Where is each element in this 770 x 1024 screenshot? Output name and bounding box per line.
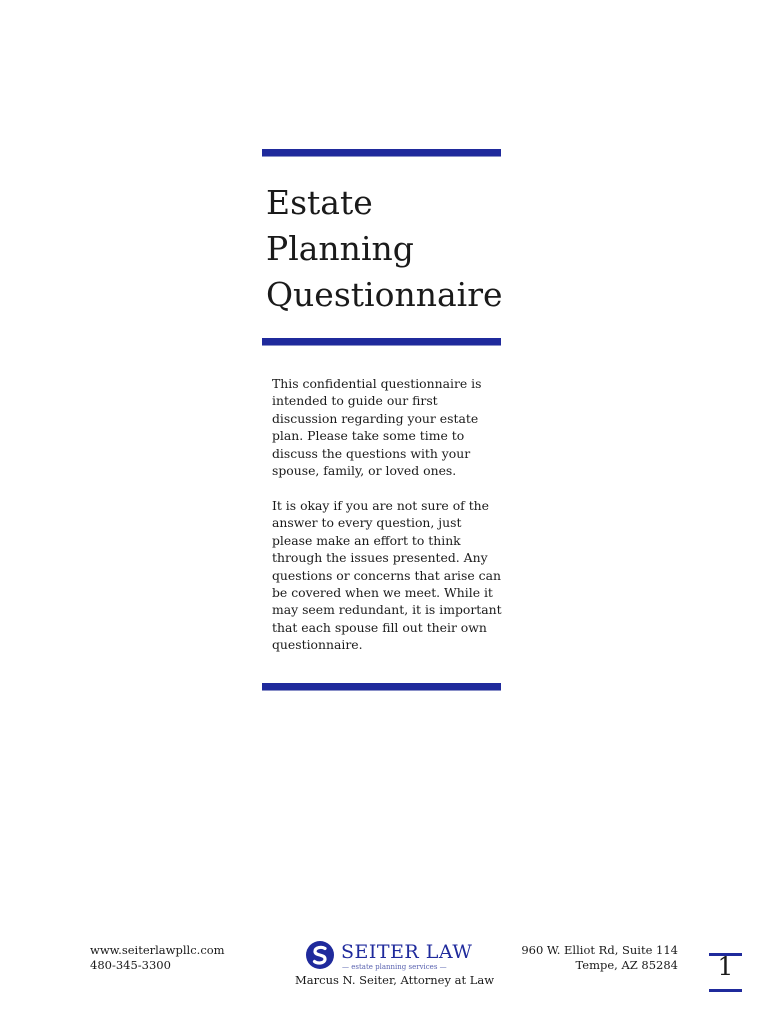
title-line-1: Estate	[266, 183, 373, 222]
page-number: 1	[717, 952, 734, 981]
document-title	[266, 180, 506, 318]
bottom-divider	[262, 683, 501, 691]
instructions-paragraph: It is okay if you are not sure of the answer to every question, just please make an effort to think through the issues presented. Any questions or concerns that arise can be covered when we meet. While it may seem redundant, it is important that each spouse fill out their own questionnaire.	[272, 498, 502, 653]
address-line-1: 960 W. Elliot Rd, Suite 114	[521, 943, 678, 957]
top-divider	[262, 149, 501, 157]
logo-firm-name: SEITER LAW	[341, 941, 473, 963]
firm-logo	[305, 940, 473, 974]
footer-contact	[90, 943, 225, 973]
intro-paragraph: This confidential questionnaire is intended to guide our first discussion regarding your estate plan. Please take some time to discuss the questions with your spouse, family, or loved ones.	[272, 376, 482, 479]
attorney-name: Marcus N. Seiter, Attorney at Law	[295, 973, 495, 987]
s-monogram-icon	[305, 940, 335, 970]
middle-divider	[262, 338, 501, 346]
website-link[interactable]: www.seiterlawpllc.com	[90, 943, 225, 957]
logo-tagline: — estate planning services —	[342, 963, 447, 971]
address-line-2: Tempe, AZ 85284	[575, 958, 678, 972]
phone-number: 480-345-3300	[90, 958, 171, 972]
title-line-3: Questionnaire	[266, 275, 503, 314]
page-number-bottom-bar	[709, 989, 742, 992]
footer-address	[521, 943, 678, 973]
title-line-2: Planning	[266, 229, 414, 268]
